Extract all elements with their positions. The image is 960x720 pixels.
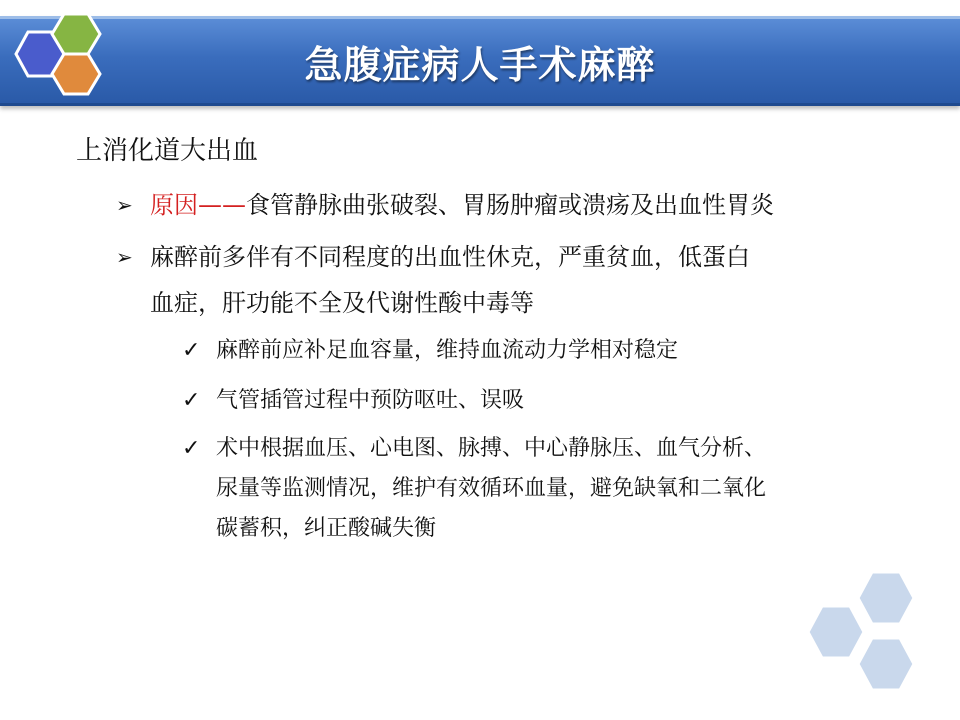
subbullet-line: 麻醉前应补足血容量，维持血流动力学相对稳定 xyxy=(216,338,679,363)
cause-label: 原因—— xyxy=(150,191,246,219)
check-bullet-icon: ✓ xyxy=(182,388,201,413)
page-title: 急腹症病人手术麻醉 xyxy=(304,43,656,87)
check-bullet-icon: ✓ xyxy=(182,338,201,363)
bullet-line: 血症，肝功能不全及代谢性酸中毒等 xyxy=(150,289,534,317)
subbullet-line: 尿量等监测情况，维护有效循环血量，避免缺氧和二氧化 xyxy=(216,476,767,501)
hexagon-decoration-icon xyxy=(800,568,930,698)
subbullet-line: 气管插管过程中预防呕吐、误吸 xyxy=(216,388,525,413)
arrow-bullet-icon: ➢ xyxy=(116,245,133,269)
arrow-bullet-icon: ➢ xyxy=(116,193,133,217)
bullet-line: 麻醉前多伴有不同程度的出血性休克，严重贫血，低蛋白 xyxy=(150,243,750,271)
subbullet-line: 碳蓄积，纠正酸碱失衡 xyxy=(216,516,437,541)
subbullet-line: 术中根据血压、心电图、脉搏、中心静脉压、血气分析、 xyxy=(216,436,767,461)
check-bullet-icon: ✓ xyxy=(182,436,201,461)
section-heading: 上消化道大出血 xyxy=(76,136,259,166)
cause-text: 食管静脉曲张破裂、胃肠肿瘤或溃疡及出血性胃炎 xyxy=(246,191,774,219)
